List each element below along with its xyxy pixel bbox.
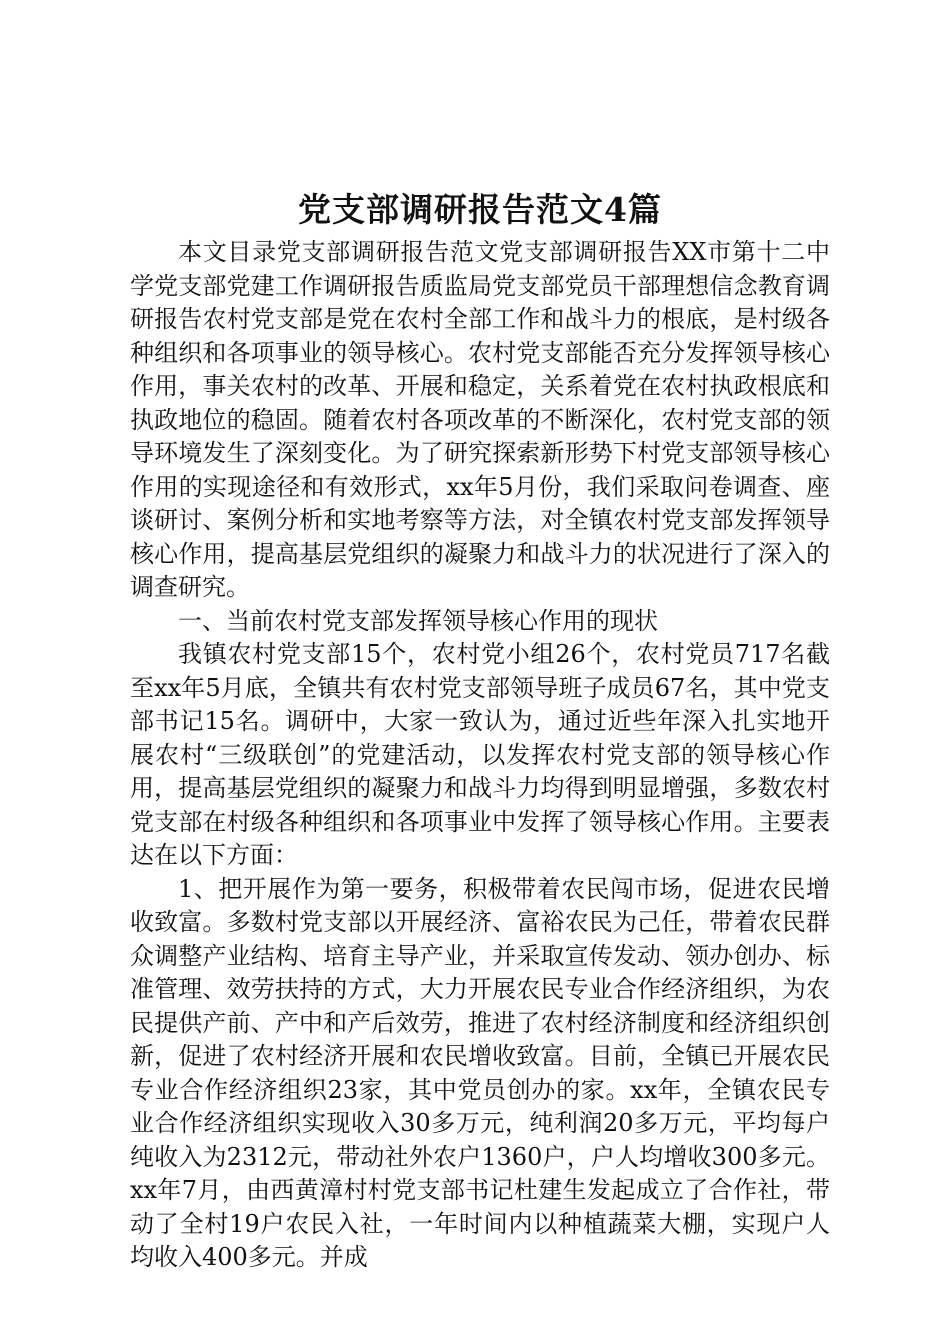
section-heading-current-status: 一、当前农村党支部发挥领导核心作用的现状 <box>178 606 658 635</box>
document-title: 党支部调研报告范文4篇 <box>298 190 662 229</box>
document-page <box>130 186 830 1275</box>
paragraph-statistics: 我镇农村党支部15个，农村党小组26个，农村党员717名截至xx年5月底，全镇共有农村党支部领导班子成员67名，其中党支部书记15名。调研中，大家一致认为，通过近些年深入扎实地开展农村“三级联创”的党建活动，以发挥农村党支部的领导核心作用，提高基层党组织的凝聚力和战斗力均得到明显增强，多数农村党支部在村级各种组织和各项事业中发挥了领导核心作用。主要表达在以下方面： <box>130 640 830 869</box>
paragraph-intro: 本文目录党支部调研报告范文党支部调研报告XX市第十二中学党支部党建工作调研报告质监局党支部党员干部理想信念教育调研报告农村党支部是党在农村全部工作和战斗力的根底，是村级各种组织和各项事业的领导核心。农村党支部能否充分发挥领导核心作用，事关农村的改革、开展和稳定，关系着党在农村执政根底和执政地位的稳固。随着农村各项改革的不断深化，农村党支部的领导环境发生了深刻变化。为了研究探索新形势下村党支部领导核心作用的实现途径和有效形式，xx年5月份，我们采取问卷调查、座谈研讨、案例分析和实地考察等方法，对全镇农村党支部发挥领导核心作用，提高基层党组织的凝聚力和战斗力的状况进行了深入的调查研究。 <box>130 238 830 601</box>
paragraph-point-1: 1、把开展作为第一要务，积极带着农民闯市场，促进农民增收致富。多数村党支部以开展经济、富裕农民为己任，带着农民群众调整产业结构、培育主导产业，并采取宣传发动、领办创办、标准管理、效劳扶持的方式，大力开展农民专业合作经济组织，为农民提供产前、产中和产后效劳，推进了农村经济制度和经济组织创新，促进了农村经济开展和农民增收致富。目前，全镇已开展农民专业合作经济组织23家，其中党员创办的家。xx年，全镇农民专业合作经济组织实现收入30多万元，纯利润20多万元，平均每户纯收入为2312元，带动社外农户1360户，户人均增收300多元。xx年7月，由西黄漳村村党支部书记杜建生发起成立了合作社，带动了全村19户农民入社，一年时间内以种植蔬菜大棚，实现户人均收入400多元。并成 <box>130 874 830 1271</box>
